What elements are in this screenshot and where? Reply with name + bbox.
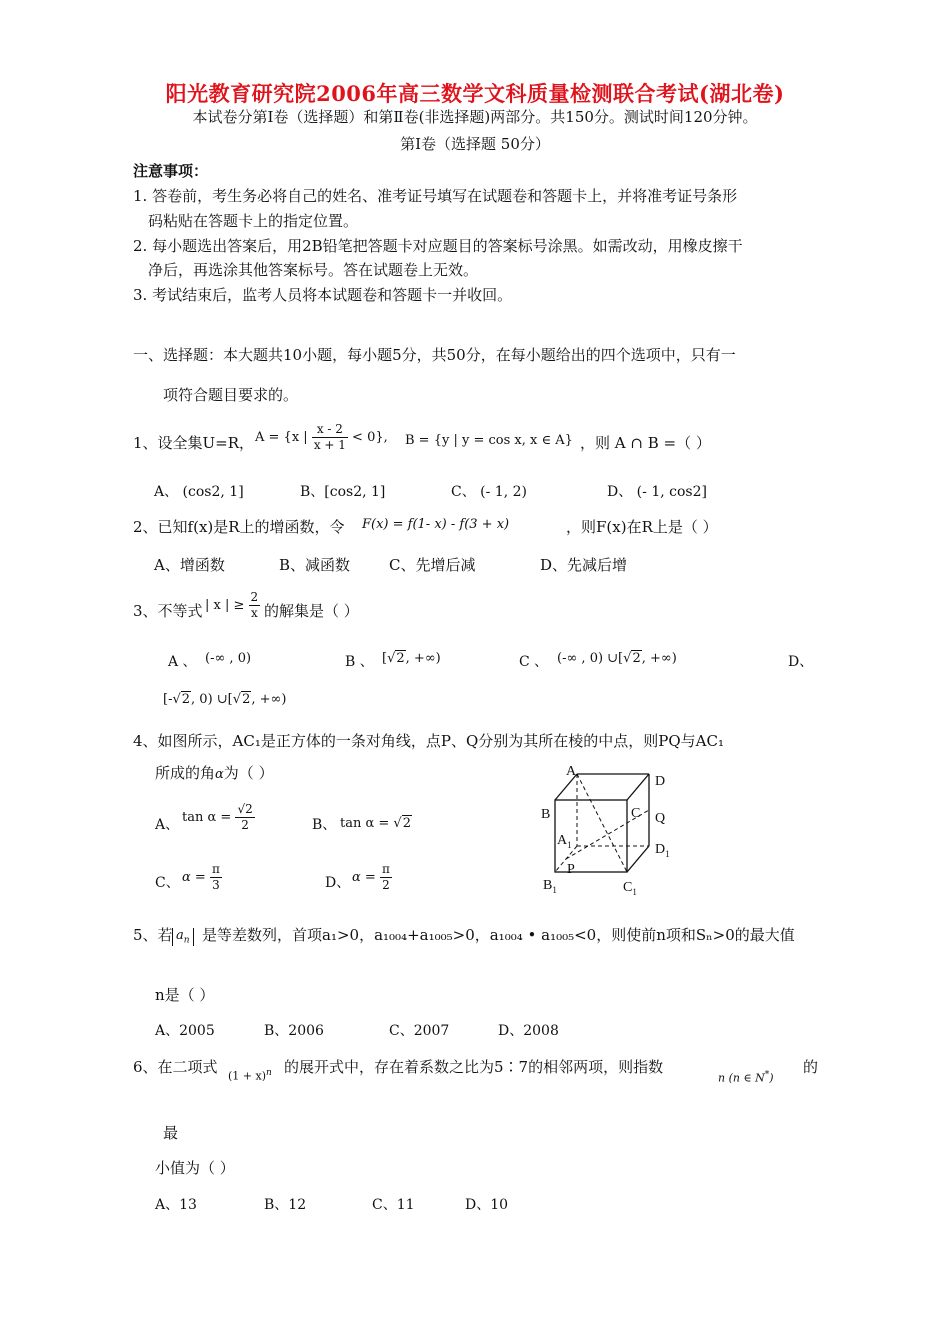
q2-option-d: D、先减后增: [540, 556, 628, 574]
q4-option-a-fraction: [235, 802, 254, 833]
exam-title: 阳光教育研究院2006年高三数学文科质量检测联合考试(湖北卷): [165, 81, 785, 106]
q4-line-1: 4、如图所示，AC₁是正方体的一条对角线，点P、Q分别为其所在棱的中点，则PQ与AC₁: [133, 732, 724, 750]
label-a: A: [566, 764, 577, 779]
q4-option-a: [182, 802, 255, 833]
q5-sequence: [172, 928, 194, 946]
q6-line-3: 小值为（ ）: [155, 1159, 235, 1177]
label-p: P: [567, 862, 575, 877]
q1-fraction: [312, 422, 348, 453]
q4-line-2-pre: 所成的角: [155, 764, 216, 782]
note-1-line-2: 码粘贴在答题卡上的指定位置。: [148, 212, 359, 230]
cube-figure: [535, 762, 685, 902]
q5-prefix: 5、若: [133, 926, 173, 944]
label-a1-sub: 1: [567, 839, 572, 850]
q6-line-2: 最: [163, 1124, 179, 1142]
label-q: Q: [655, 811, 666, 826]
q3-option-c-label: C 、: [519, 654, 549, 670]
q3-option-d: [-√2, 0) ∪[√2, +∞): [163, 692, 287, 707]
q6-option-a: A、13: [155, 1197, 197, 1213]
q6-binomial: [228, 1068, 272, 1083]
q4-option-c-label: C、: [155, 875, 180, 891]
q4-option-c-fn: α =: [182, 870, 206, 885]
q6-prefix: 6、在二项式: [133, 1058, 218, 1076]
q5-seq-sub: n: [183, 935, 190, 946]
notes-heading: 注意事项：: [133, 162, 209, 180]
q6-option-c: C、11: [372, 1197, 415, 1213]
q2-prefix: 2、已知f(x)是R上的增函数，令: [133, 518, 345, 536]
exam-subtitle: 本试卷分第Ⅰ卷（选择题）和第Ⅱ卷(非选择题)两部分。共150分。测试时间120分钟。: [192, 108, 758, 126]
q6-condition-sup: *: [764, 1070, 770, 1080]
q1-set-a: [255, 422, 388, 453]
q6-binomial-base: (1 + x): [228, 1069, 266, 1083]
note-2-line-2: 净后，再选涂其他答案标号。答在试题卷上无效。: [148, 261, 479, 279]
q4-option-d-fn: α =: [352, 870, 376, 885]
q6-condition-end: ): [769, 1071, 774, 1085]
label-c1-sub: 1: [632, 886, 637, 897]
q3-fraction-numerator: 2: [250, 590, 259, 604]
label-d1-letter: D: [655, 842, 666, 857]
q4-alpha: α: [215, 767, 224, 782]
cube-edge: [627, 846, 649, 872]
q3-option-c-post: , +∞): [641, 651, 677, 666]
q3-option-d-pre: [-: [163, 692, 173, 707]
q6-option-d: D、10: [465, 1197, 509, 1213]
q3-option-d-label: D、: [788, 654, 814, 670]
q3-suffix: 的解集是（ ）: [264, 602, 359, 620]
section-title: 第Ⅰ卷（选择题 50分）: [400, 135, 550, 153]
q1-option-c: C、 (- 1, 2): [451, 484, 527, 500]
note-1-line-1: 1. 答卷前，考生务必将自己的姓名、准考证号填写在试题卷和答题卡上，并将准考证号条形: [133, 187, 738, 205]
q1-fraction-numerator: x - 2: [312, 422, 348, 438]
label-c1: [623, 880, 637, 897]
q3-option-c-pre: (-∞ , 0) ∪[: [557, 651, 624, 666]
q1-set-a-left: A = {x |: [255, 430, 308, 445]
q4-option-d: [352, 862, 392, 893]
q3-option-a-label: A 、: [168, 654, 197, 670]
label-d1: [655, 842, 670, 859]
q5-line-2: n是（ ）: [155, 986, 215, 1004]
q5-option-b: B、2006: [264, 1023, 324, 1039]
q3-option-b-root: 2: [396, 651, 405, 666]
q6-condition: [718, 1070, 774, 1085]
q4-option-b-label: B、: [312, 817, 337, 833]
q6-option-b: B、12: [264, 1197, 307, 1213]
q6-end: 的: [803, 1058, 819, 1076]
q1-fraction-denominator: x + 1: [313, 438, 346, 452]
q3-option-d-post: , +∞): [251, 692, 287, 707]
part1-instructions-line-2: 项符合题目要求的。: [163, 386, 299, 404]
q4-option-b-fn: tan α =: [340, 816, 390, 831]
q2-suffix: ，则F(x)在R上是（ ）: [566, 518, 718, 536]
q4-option-d-numerator: π: [381, 862, 390, 876]
q3-option-a: (-∞ , 0): [205, 651, 252, 666]
label-b1: [543, 878, 557, 895]
q4-option-c-denominator: 3: [212, 878, 220, 892]
q3-prefix: 3、不等式: [133, 602, 203, 620]
label-b1-sub: 1: [552, 884, 557, 895]
q3-option-d-root-1: 2: [181, 692, 191, 707]
label-c1-letter: C: [623, 880, 633, 895]
note-2-line-1: 2. 每小题选出答案后，用2B铅笔把答题卡对应题目的答案标号涂黑。如需改动，用橡皮擦干: [133, 237, 743, 255]
q5-seq-letter: a: [176, 928, 184, 943]
q5-line-1: 是等差数列，首项a₁>0，a₁₀₀₄+a₁₀₀₅>0，a₁₀₀₄ • a₁₀₀₅<0，则使前n项和Sₙ>0的最大值: [202, 926, 795, 944]
q5-option-d: D、2008: [498, 1023, 559, 1039]
q4-option-c: [182, 862, 222, 893]
q5-option-c: C、2007: [389, 1023, 450, 1039]
q6-condition-main: n (n ∈ N: [718, 1071, 765, 1085]
q5-option-a: A、2005: [155, 1023, 215, 1039]
q4-option-a-numerator: √2: [237, 802, 253, 816]
q4-option-d-label: D、: [325, 875, 351, 891]
part1-instructions-line-1: 一、选择题：本大题共10小题，每小题5分，共50分，在每小题给出的四个选项中，只有一: [133, 346, 736, 364]
q3-fraction: [249, 590, 261, 621]
q1-set-a-right: < 0},: [352, 430, 388, 445]
q4-line-2: [155, 762, 274, 783]
q4-option-d-denominator: 2: [382, 878, 390, 892]
q2-formula: F(x) = f(1- x) - f(3 + x): [362, 517, 510, 532]
q1-option-a: A、 (cos2, 1]: [154, 484, 244, 500]
q4-option-a-fn: tan α =: [182, 810, 232, 825]
q3-option-c: (-∞ , 0) ∪[√2, +∞): [557, 651, 677, 666]
q3-fraction-denominator: x: [250, 606, 258, 620]
q3-option-d-root-2: 2: [242, 692, 251, 707]
q3-option-b: [√2, +∞): [382, 651, 441, 666]
q1-prefix: 1、设全集U=R，: [133, 434, 255, 452]
q3-option-c-root: 2: [632, 651, 641, 666]
label-b1-letter: B: [543, 878, 553, 893]
label-d: D: [655, 774, 666, 789]
q3-inequality: [205, 590, 260, 621]
q1-suffix: ，则 A ∩ B =（ ）: [580, 434, 711, 452]
q3-option-b-pre: [: [382, 651, 388, 666]
q4-option-c-numerator: π: [211, 862, 220, 876]
q3-option-b-post: , +∞): [405, 651, 441, 666]
q4-option-a-label: A、: [155, 817, 180, 833]
q4-option-b-root: 2: [402, 816, 411, 831]
diagonal-ac1: [577, 774, 627, 872]
label-c: C: [631, 806, 641, 821]
q3-option-b-label: B 、: [345, 654, 374, 670]
cube-edge: [627, 774, 649, 800]
q3-option-d-mid: , 0) ∪[: [191, 692, 233, 707]
q1-option-d: D、 (- 1, cos2]: [607, 484, 707, 500]
q4-option-c-fraction: [210, 862, 222, 893]
note-3: 3. 考试结束后，监考人员将本试题卷和答题卡一并收回。: [133, 286, 513, 304]
q6-binomial-exponent: n: [266, 1068, 272, 1078]
q2-option-c: C、先增后减: [389, 556, 476, 574]
q2-option-b: B、减函数: [279, 556, 351, 574]
label-b: B: [541, 807, 551, 822]
q1-set-b: B = {y | y = cos x, x ∈ A}: [405, 433, 573, 448]
q2-option-a: A、增函数: [154, 556, 225, 574]
q3-lhs: | x | ≥: [205, 598, 245, 613]
label-d1-sub: 1: [665, 848, 670, 859]
q4-option-d-fraction: [380, 862, 392, 893]
label-a1-letter: A: [557, 833, 568, 848]
q4-option-a-denominator: 2: [241, 818, 249, 832]
q1-option-b: B、[cos2, 1]: [300, 484, 386, 500]
q6-middle: 的展开式中，存在着系数之比为5∶7的相邻两项，则指数: [284, 1058, 664, 1076]
label-a1: [557, 833, 572, 850]
q4-option-b: tan α = √2: [340, 816, 411, 831]
q4-line-2-post: 为（ ）: [223, 764, 274, 782]
